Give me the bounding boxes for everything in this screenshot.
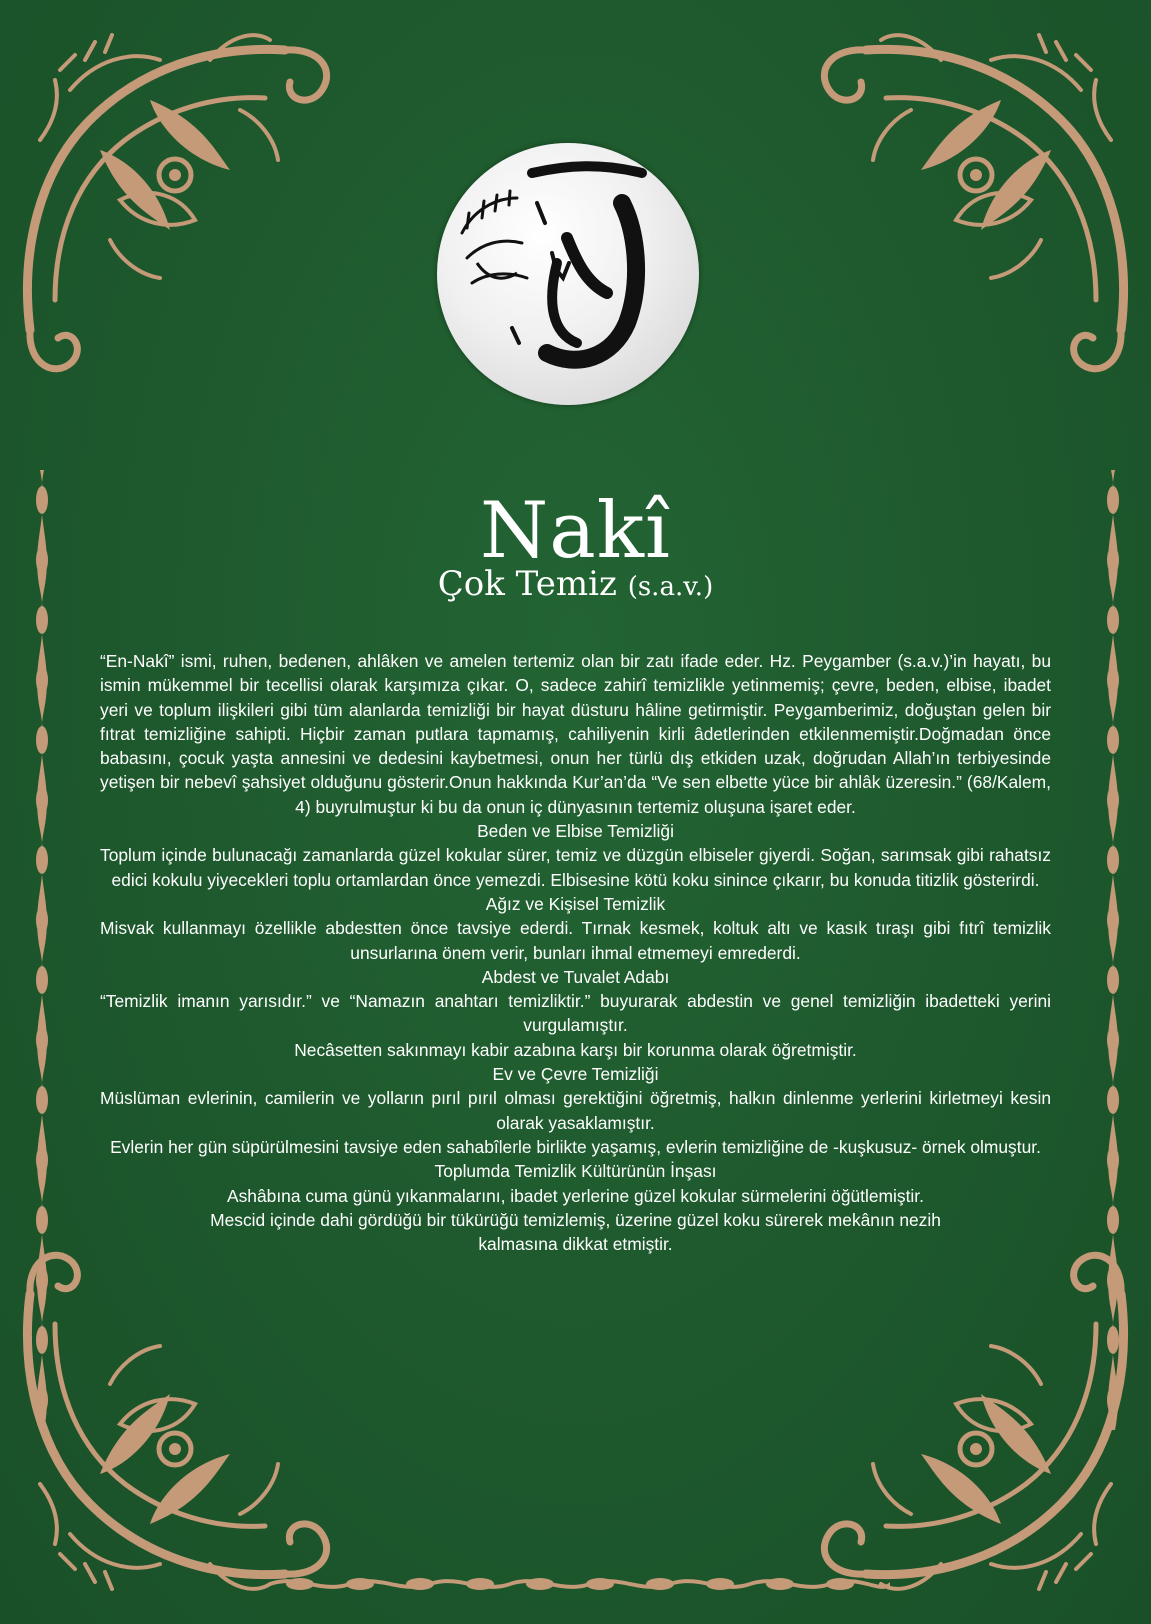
section-heading: Ağız ve Kişisel Temizlik	[485, 893, 666, 914]
section-paragraph: Ashâbına cuma günü yıkanmalarını, ibadet yerlerine güzel kokular sürmelerini öğütlemiştir.	[227, 1185, 924, 1206]
section-heading: Ev ve Çevre Temizliği	[492, 1064, 659, 1085]
section-paragraph: Misvak kullanmayı özellikle abdestten önce tavsiye ederdi. Tırnak kesmek, koltuk altı ve kasık tıraşı gibi fıtrî temizlik unsurlarına önem verir, bunları ihmal etmemeyi emrederdi.	[100, 918, 1051, 963]
section-paragraph: Toplum içinde bulunacağı zamanlarda güzel kokular sürer, temiz ve düzgün elbiseler giyerdi. Soğan, sarımsak gibi rahatsız edici kokulu yiyecekleri toplu ortamlardan önce yemezdi. Elbisesine kötü koku sinince çıkarır, bu konuda titizlik gösterirdi.	[100, 845, 1051, 890]
section-paragraph: “Temizlik imanın yarısıdır.” ve “Namazın anahtarı temizliktir.” buyurarak abdestin ve genel temizliğin ibadetteki yerini vurgulamıştır.	[100, 991, 1051, 1036]
section-paragraph: Necâsetten sakınmayı kabir azabına karşı bir korunma olarak öğretmiştir.	[294, 1039, 857, 1060]
page-subtitle	[0, 564, 1151, 604]
subtitle-note: (s.a.v.)	[627, 572, 714, 602]
section-heading: Toplumda Temizlik Kültürünün İnşası	[434, 1161, 717, 1182]
intro-paragraph: “En-Nakî” ismi, ruhen, bedenen, ahlâken ve amelen tertemiz olan bir zatı ifade eder. Hz. Peygamber (s.a.v.)’in hayatı, bu ismin mükemmel bir tecellisi olarak karşımıza çıkar. O, sadece zahirî temizlikle yetinmemiş; çevre, beden, elbise, ibadet yeri ve toplum ilişkileri gibi tüm alanlarda temizliği bir hayat düsturu hâline getirmiştir. Peygamberimiz, doğuştan gelen bir fıtrat temizliğine sahipti. Hiçbir zaman putlara tapmamış, cahiliyenin kirli âdetlerinden etkilenmemiştir.Doğmadan önce babasını, çocuk yaşta annesini ve dedesini kaybetmesi, onun her türlü dış etkiden uzak, doğrudan Allah’ın terbiyesinde yetişen bir nebevî şahsiyet olduğunu gösterir.Onun hakkında Kur’an’da “Ve sen elbette yüce bir ahlâk üzeresin.” (68/Kalem, 4) buyrulmuştur ki bu da onun iç dünyasının tertemiz oluşuna işaret eder.	[100, 651, 1051, 817]
section-paragraph: Evlerin her gün süpürülmesini tavsiye eden sahabîlerle birlikte yaşamış, evlerin temizliğine de -kuşkusuz- örnek olmuştur.	[110, 1136, 1041, 1157]
section-paragraph: Müslüman evlerinin, camilerin ve yolların pırıl pırıl olması gerektiğini öğretmiş, halkın dinlenme yerlerini kirletmeyi kesin olarak yasaklamıştır.	[100, 1088, 1051, 1133]
article-body	[100, 649, 1051, 1256]
calligraphy-medallion-icon	[437, 143, 699, 405]
page-title: Nakî	[480, 486, 671, 577]
subtitle-main: Çok Temiz	[437, 564, 617, 604]
section-paragraph: Mescid içinde dahi gördüğü bir tükürüğü temizlemiş, üzerine güzel koku sürerek mekânın nezih kalmasına dikkat etmiştir.	[210, 1209, 941, 1255]
section-heading: Abdest ve Tuvalet Adabı	[481, 966, 670, 987]
section-heading: Beden ve Elbise Temizliği	[477, 821, 674, 842]
